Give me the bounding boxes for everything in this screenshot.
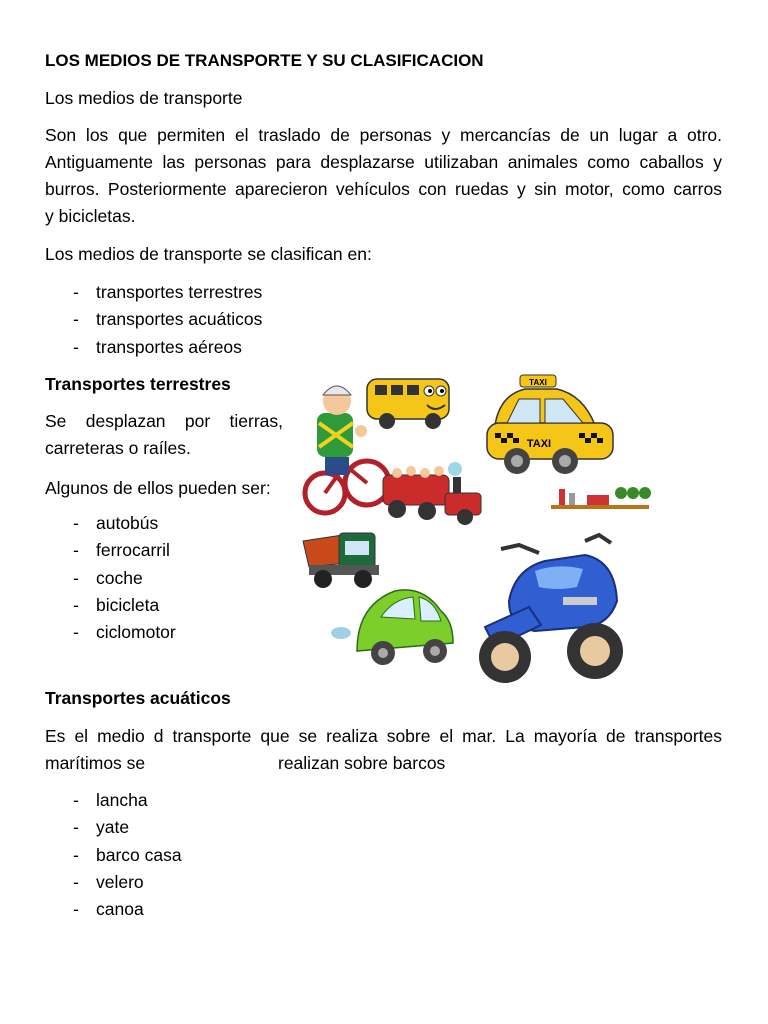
acuaticos-heading: Transportes acuáticos xyxy=(45,688,231,708)
school-bus-icon xyxy=(367,379,449,429)
truck-icon xyxy=(303,533,379,588)
classify-intro: Los medios de transporte se clasifican en: xyxy=(45,244,372,264)
list-item: - transportes aéreos xyxy=(73,336,242,357)
terrestres-desc-line-1: Se desplazan por tierras, xyxy=(45,411,283,431)
list-item: - transportes terrestres xyxy=(73,282,263,302)
taxi-icon xyxy=(487,375,613,474)
list-item: - lancha xyxy=(73,790,148,810)
intro-line-4: y bicicletas. xyxy=(45,206,136,226)
intro-line-2: Antiguamente las personas para desplazarse utilizaban animales como caballos y xyxy=(45,152,722,172)
intro-line-1: Son los que permiten el traslado de personas y mercancías de un lugar a otro. xyxy=(45,125,722,145)
section-subtitle: Los medios de transporte xyxy=(45,88,243,108)
train-icon xyxy=(383,462,481,525)
list-item: - ferrocarril xyxy=(73,540,170,561)
page-title: LOS MEDIOS DE TRANSPORTE Y SU CLASIFICACION xyxy=(45,51,484,70)
classification-list xyxy=(45,279,262,361)
terrestres-list xyxy=(45,510,176,646)
list-item: - ciclomotor xyxy=(73,622,176,643)
taxi-sign-label: TAXI xyxy=(529,378,547,387)
taxi-door-label: TAXI xyxy=(526,438,552,450)
terrestres-examples-intro: Algunos de ellos pueden ser: xyxy=(45,478,271,498)
list-item: - barco casa xyxy=(73,844,182,865)
list-item: - autobús xyxy=(73,513,159,533)
list-item: - bicicleta xyxy=(73,594,160,615)
acuaticos-list xyxy=(45,787,182,923)
list-item: - transportes acuáticos xyxy=(73,309,263,330)
list-item: - canoa xyxy=(73,899,144,920)
terrestres-heading: Transportes terrestres xyxy=(45,374,231,394)
acuaticos-desc-line-1: Es el medio d transporte que se realiza sobre el mar. La mayoría de transportes xyxy=(45,726,722,746)
road-scene-icon xyxy=(551,487,651,509)
scooter-icon xyxy=(479,535,623,683)
acuaticos-desc-line-2a: marítimos se xyxy=(45,753,146,773)
list-item: - velero xyxy=(73,871,144,892)
transport-illustration xyxy=(295,365,725,710)
car-icon xyxy=(331,590,453,665)
list-item: - yate xyxy=(73,817,130,838)
list-item: - coche xyxy=(73,567,143,588)
acuaticos-desc-line-2b: realizan sobre barcos xyxy=(278,753,446,773)
terrestres-desc-line-2: carreteras o raíles. xyxy=(45,438,191,458)
intro-line-3: burros. Posteriormente aparecieron vehículos con ruedas y sin motor, como carros xyxy=(45,179,722,199)
